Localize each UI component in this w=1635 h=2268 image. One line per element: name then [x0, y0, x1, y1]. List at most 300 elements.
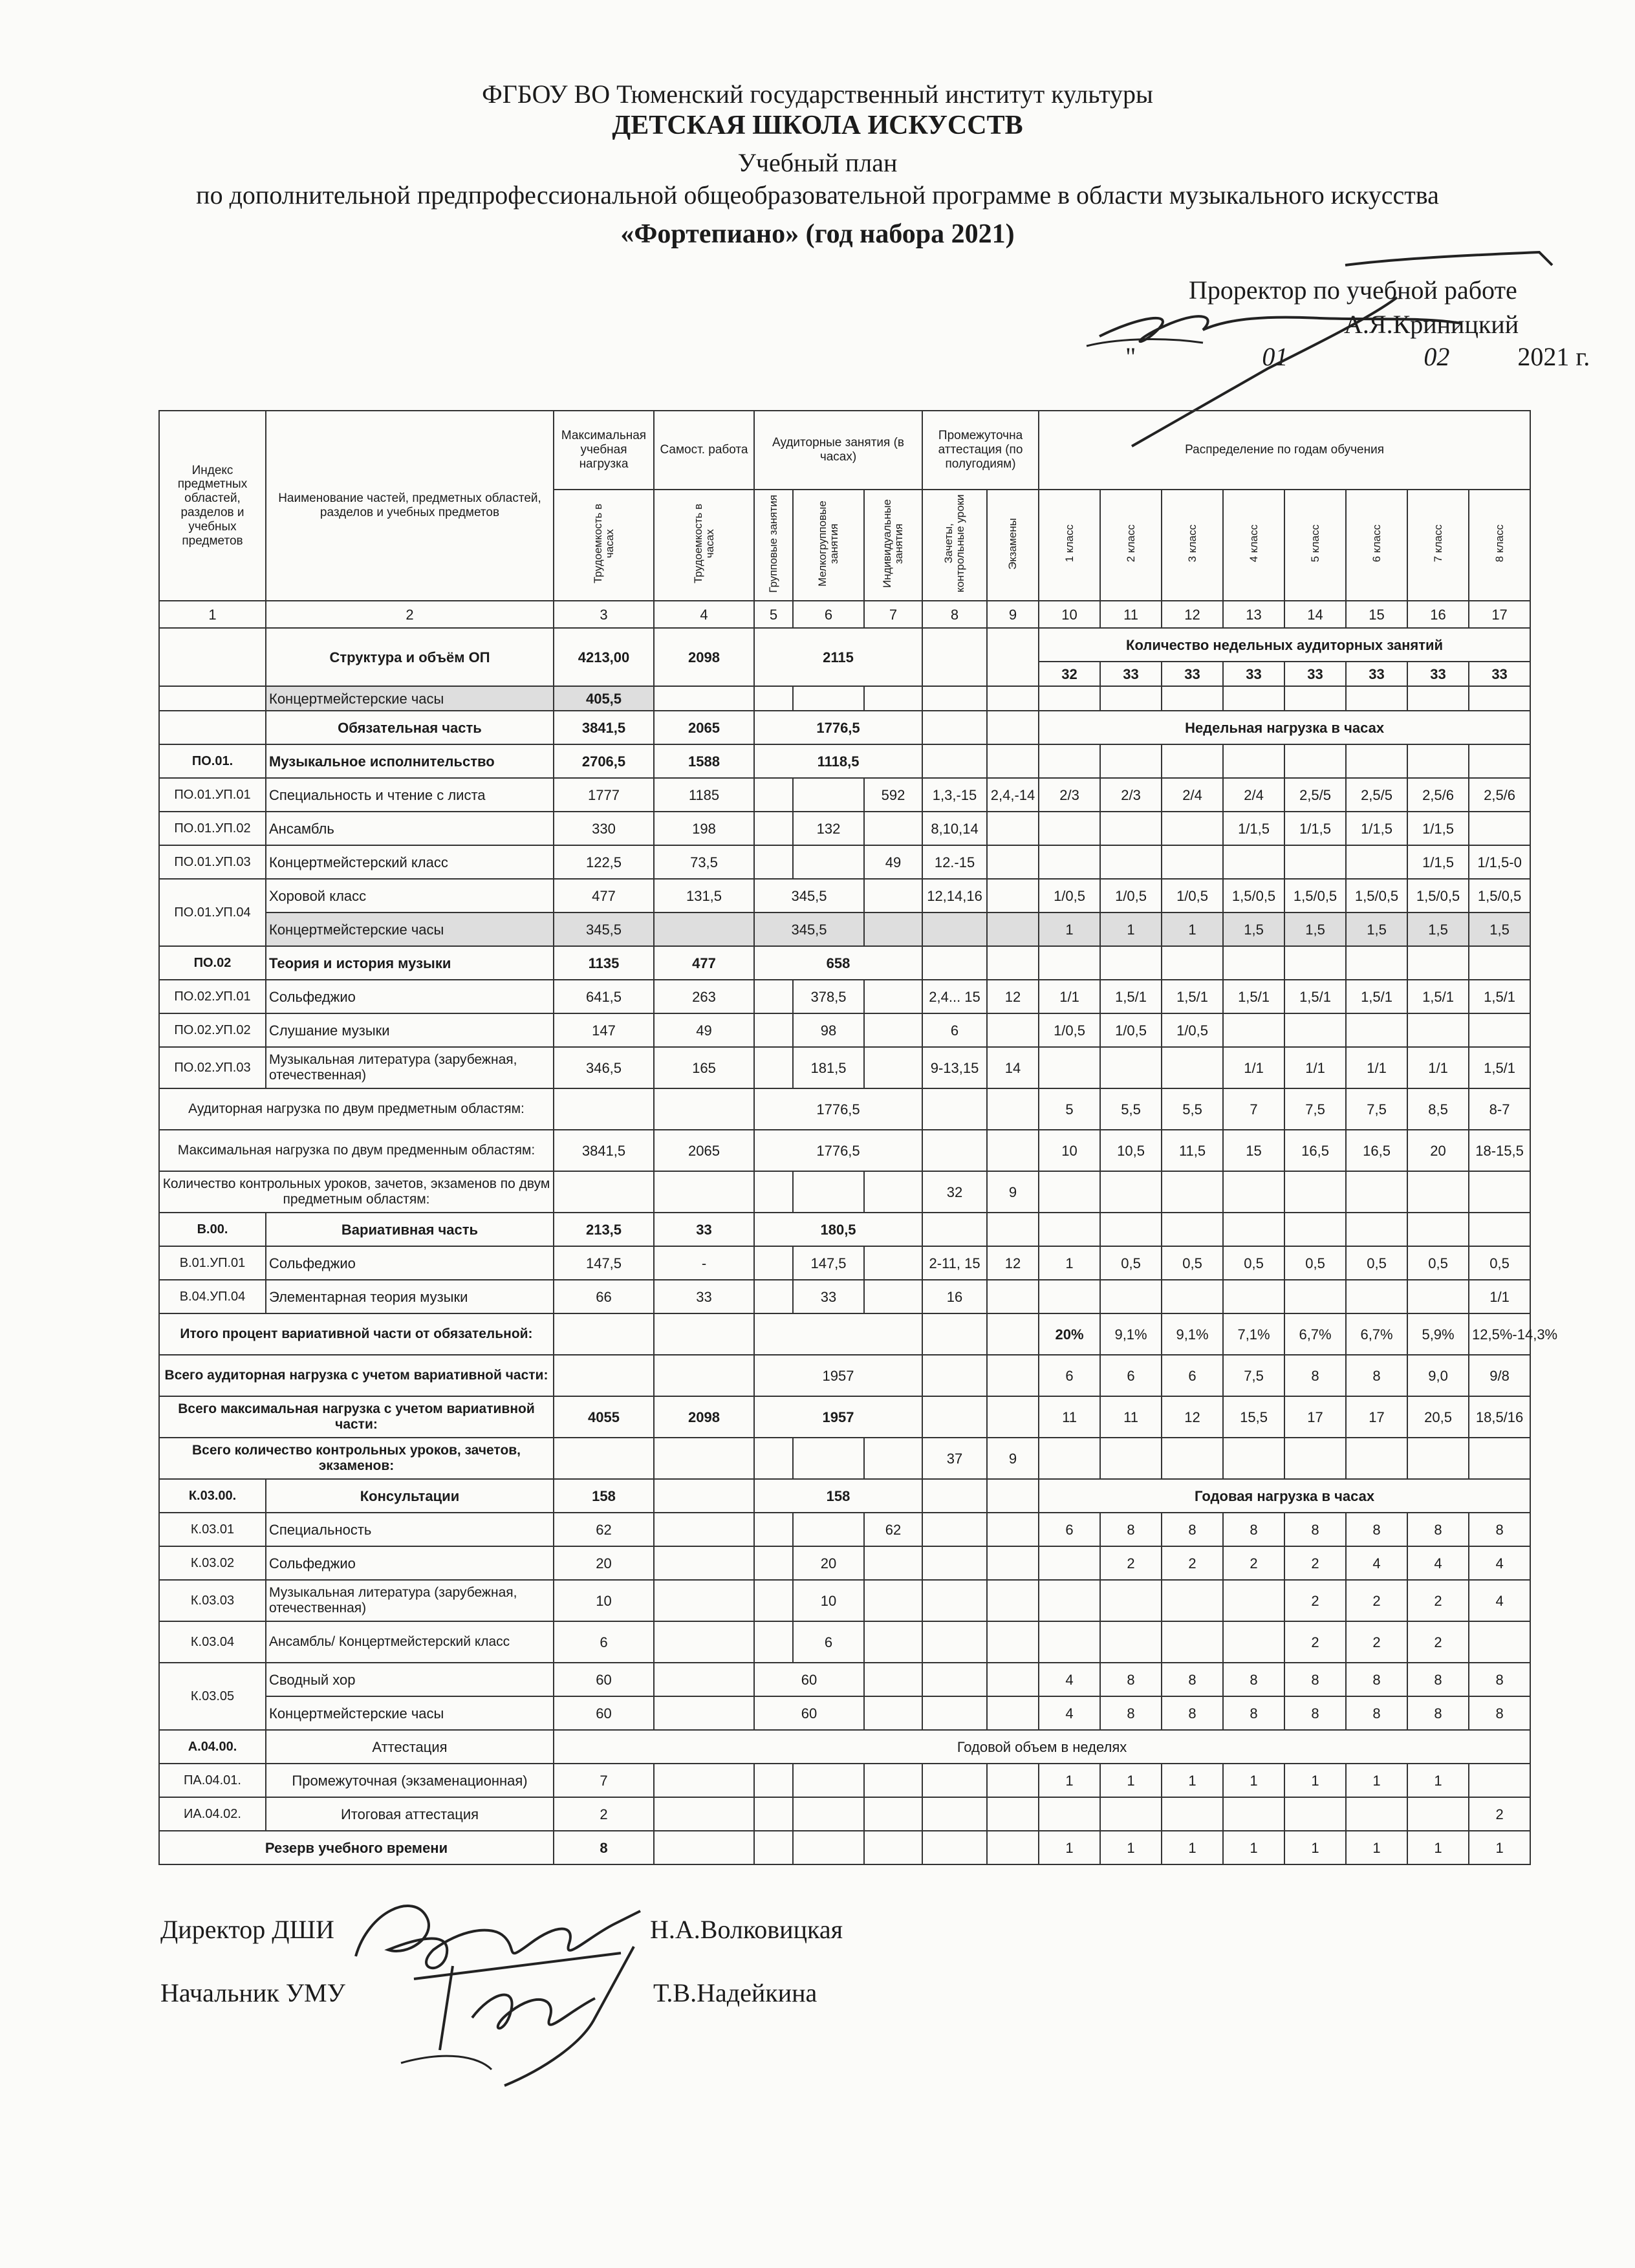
grade-cell	[1039, 1621, 1100, 1663]
summary-label: Максимальная нагрузка по двум предменным областям:	[159, 1130, 554, 1171]
col-num: 10	[1039, 601, 1100, 628]
row-max: 1135	[554, 946, 654, 980]
row-self: -	[654, 1246, 754, 1280]
grade-cell: 2	[1162, 1546, 1223, 1580]
grade-cell: 8	[1407, 1513, 1469, 1546]
row-index: ИА.04.02.	[159, 1797, 266, 1831]
mandatory-label: Обязательная часть	[266, 711, 554, 744]
grade-cell: 1	[1039, 1764, 1100, 1797]
row-index: ПО.02.УП.02	[159, 1013, 266, 1047]
head-name: Т.В.Надейкина	[653, 1978, 817, 2007]
grade-cell: 1,5	[1223, 913, 1284, 946]
summary-label: Количество контрольных уроков, зачетов, экзаменов по двум предметным областям:	[159, 1171, 554, 1213]
grade-cell: 17	[1284, 1396, 1346, 1438]
head-small-group-text: Мелкогрупповые занятия	[816, 501, 840, 587]
grade-cell	[1162, 812, 1223, 845]
col-num: 16	[1407, 601, 1469, 628]
approval-date-month: 02	[1424, 342, 1450, 371]
grade-cell: 11	[1100, 1396, 1162, 1438]
col-num: 15	[1346, 601, 1407, 628]
col-num: 7	[864, 601, 922, 628]
head-tests-text: Зачеты, контрольные уроки	[942, 494, 967, 593]
weeks-cell: 33	[1407, 662, 1469, 686]
head-classroom: Аудиторные занятия (в часах)	[754, 411, 922, 490]
head-individual-text: Индивидуальные занятия	[881, 499, 905, 589]
row-max: 2	[554, 1797, 654, 1831]
table-row	[159, 778, 1530, 812]
summary-aud: 1776,5	[754, 1088, 922, 1130]
row-tests: 2-11, 15	[922, 1246, 987, 1280]
grade-cell: 20%	[1039, 1313, 1100, 1355]
grade-cell: 6	[1039, 1355, 1100, 1396]
row-self: 33	[654, 1280, 754, 1313]
grade-cell: 1,5/0,5	[1469, 879, 1530, 913]
grade-cell: 1	[1162, 1831, 1223, 1864]
grade-cell: 8	[1223, 1513, 1284, 1546]
row-label: Концертмейстерский класс	[266, 845, 554, 879]
grade-cell: 1,5/1	[1407, 980, 1469, 1013]
approval-date-year: 2021 г.	[1517, 342, 1590, 371]
grade-cell	[1223, 1280, 1284, 1313]
grade-cell: 1	[1346, 1764, 1407, 1797]
head-grade-6-text: 6 класс	[1370, 524, 1383, 563]
col-num: 13	[1223, 601, 1284, 628]
grade-cell: 10,5	[1100, 1130, 1162, 1171]
weeks-cell: 33	[1284, 662, 1346, 686]
grade-cell: 1	[1469, 1831, 1530, 1864]
row-index: ПО.02.УП.01	[159, 980, 266, 1013]
row-aud: 658	[754, 946, 922, 980]
row-label: Сольфеджио	[266, 1246, 554, 1280]
weeks-cell: 33	[1346, 662, 1407, 686]
grade-cell: 1/0,5	[1162, 1013, 1223, 1047]
row-tests: 16	[922, 1280, 987, 1313]
grade-cell	[1223, 845, 1284, 879]
grade-cell: 11	[1039, 1396, 1100, 1438]
row-label: Промежуточная (экзаменационная)	[266, 1764, 554, 1797]
head-grade-5	[1284, 490, 1346, 601]
grade-cell	[1469, 812, 1530, 845]
row-self: 263	[654, 980, 754, 1013]
grade-cell	[1407, 1280, 1469, 1313]
grade-cell: 1,5/0,5	[1346, 879, 1407, 913]
row-small: 33	[793, 1280, 864, 1313]
row-label: Ансамбль/ Концертмейстерский класс	[266, 1621, 554, 1663]
grade-cell	[1039, 1280, 1100, 1313]
grade-cell: 1,5	[1284, 913, 1346, 946]
grade-cell	[1039, 845, 1100, 879]
grade-cell: 1,5/1	[1223, 980, 1284, 1013]
grade-cell: 8	[1100, 1513, 1162, 1546]
row-max: 641,5	[554, 980, 654, 1013]
row-individual: 49	[864, 845, 922, 879]
table-row	[159, 1246, 1530, 1280]
row-tests: 1,3,-15	[922, 778, 987, 812]
head-signature	[388, 1940, 660, 2089]
grade-cell: 1	[1100, 1764, 1162, 1797]
grade-cell	[1100, 1047, 1162, 1088]
row-tests: 2,4... 15	[922, 980, 987, 1013]
grade-cell: 18-15,5	[1469, 1130, 1530, 1171]
annual-volume-label: Годовой объем в неделях	[554, 1730, 1530, 1764]
row-label: Концертмейстерские часы	[266, 1696, 554, 1730]
row-max: 60	[554, 1696, 654, 1730]
annual-load-label: Годовая нагрузка в часах	[1039, 1479, 1530, 1513]
grade-cell	[1407, 1013, 1469, 1047]
row-label: Теория и история музыки	[266, 946, 554, 980]
row-label: Вариативная часть	[266, 1213, 554, 1246]
approval-date-day: 01	[1262, 342, 1288, 371]
summary-row	[159, 1171, 1530, 1213]
row-group: 60	[754, 1696, 864, 1730]
row-index: ПО.01.УП.01	[159, 778, 266, 812]
grade-cell	[1039, 1047, 1100, 1088]
grade-cell: 1/1,5	[1284, 812, 1346, 845]
grade-cell: 2/3	[1100, 778, 1162, 812]
head-exams-text: Экзамены	[1006, 517, 1019, 570]
mandatory-row	[159, 711, 1530, 744]
row-small: 181,5	[793, 1047, 864, 1088]
grade-cell: 18,5/16	[1469, 1396, 1530, 1438]
grade-cell: 12	[1162, 1396, 1223, 1438]
head-title: Начальник УМУ	[160, 1978, 345, 2007]
mandatory-max: 3841,5	[554, 711, 654, 744]
grade-cell: 1,5/1	[1284, 980, 1346, 1013]
row-index: В.04.УП.04	[159, 1280, 266, 1313]
structure-max: 4213,00	[554, 628, 654, 686]
row-index: ПО.01.УП.03	[159, 845, 266, 879]
grade-cell: 8	[1284, 1663, 1346, 1696]
grade-cell: 8,5	[1407, 1088, 1469, 1130]
row-index: В.01.УП.01	[159, 1246, 266, 1280]
structure-label: Структура и объём ОП	[266, 628, 554, 686]
row-group: 60	[754, 1663, 864, 1696]
head-grade-7	[1407, 490, 1469, 601]
row-aud: 1118,5	[754, 744, 922, 778]
grade-cell: 10	[1039, 1130, 1100, 1171]
col-num: 4	[654, 601, 754, 628]
grade-cell	[1469, 1764, 1530, 1797]
grade-cell: 9,0	[1407, 1355, 1469, 1396]
grade-cell: 8	[1346, 1513, 1407, 1546]
section-row	[159, 1730, 1530, 1764]
grade-cell: 0,5	[1407, 1246, 1469, 1280]
grade-cell: 0,5	[1223, 1246, 1284, 1280]
table-row	[159, 1047, 1530, 1088]
grade-cell: 2/4	[1223, 778, 1284, 812]
grade-cell: 1/0,5	[1100, 879, 1162, 913]
row-self: 477	[654, 946, 754, 980]
approval-date-quote: "	[1125, 342, 1136, 371]
structure-aud: 2115	[754, 628, 922, 686]
grade-cell	[1284, 1013, 1346, 1047]
grade-cell	[1162, 845, 1223, 879]
row-small: 98	[793, 1013, 864, 1047]
row-exams: 12	[987, 980, 1039, 1013]
row-self: 33	[654, 1213, 754, 1246]
grade-cell: 1/1	[1346, 1047, 1407, 1088]
row-max: 66	[554, 1280, 654, 1313]
grade-cell: 16,5	[1284, 1130, 1346, 1171]
grade-cell: 2,5/6	[1469, 778, 1530, 812]
grade-cell: 2	[1223, 1546, 1284, 1580]
grade-cell: 5,5	[1100, 1088, 1162, 1130]
grade-cell: 1	[1039, 1831, 1100, 1864]
row-label: Сводный хор	[266, 1663, 554, 1696]
head-individual	[864, 490, 922, 601]
row-index: К.03.01	[159, 1513, 266, 1546]
head-index: Индекс предметных областей, разделов и учебных предметов	[159, 411, 266, 601]
table-row	[159, 1831, 1530, 1864]
col-num: 8	[922, 601, 987, 628]
summary-self: 2065	[654, 1130, 754, 1171]
grade-cell: 1	[1284, 1764, 1346, 1797]
head-grade-4-text: 4 класс	[1247, 524, 1260, 563]
grade-cell	[1284, 845, 1346, 879]
row-max: 1777	[554, 778, 654, 812]
program-description: по дополнительной предпрофессиональной общеобразовательной программе в области музыкального искусства	[196, 180, 1439, 210]
col-num: 5	[754, 601, 793, 628]
grade-cell: 1/1	[1407, 1047, 1469, 1088]
director-name: Н.А.Волковицкая	[650, 1915, 843, 1944]
head-grade-7-text: 7 класс	[1431, 524, 1444, 563]
grade-cell: 4	[1407, 1546, 1469, 1580]
grade-cell: 1,5/1	[1162, 980, 1223, 1013]
director-title: Директор ДШИ	[160, 1915, 334, 1944]
grade-cell	[1162, 1280, 1223, 1313]
grade-cell	[1346, 1013, 1407, 1047]
summary-max: 3841,5	[554, 1130, 654, 1171]
head-distribution: Распределение по годам обучения	[1039, 411, 1530, 490]
grade-cell: 9,1%	[1162, 1313, 1223, 1355]
grade-cell: 9/8	[1469, 1355, 1530, 1396]
row-max: 346,5	[554, 1047, 654, 1088]
director-signature	[343, 1885, 647, 1982]
head-grade-4	[1223, 490, 1284, 601]
row-label: Сольфеджио	[266, 1546, 554, 1580]
mandatory-self: 2065	[654, 711, 754, 744]
grade-cell	[1039, 1546, 1100, 1580]
structure-row	[159, 628, 1530, 662]
row-tests: 12.-15	[922, 845, 987, 879]
grade-cell: 2	[1100, 1546, 1162, 1580]
table-row	[159, 1663, 1530, 1696]
grade-cell: 6,7%	[1346, 1313, 1407, 1355]
grade-cell: 8	[1223, 1696, 1284, 1730]
row-label: Ансамбль	[266, 812, 554, 845]
summary-exams: 9	[987, 1438, 1039, 1479]
head-grade-5-text: 5 класс	[1308, 524, 1321, 563]
row-label: Аттестация	[266, 1730, 554, 1764]
grade-cell	[1100, 812, 1162, 845]
grade-cell	[1100, 1280, 1162, 1313]
grade-cell: 1,5/0,5	[1284, 879, 1346, 913]
grade-cell: 1/1,5	[1346, 812, 1407, 845]
section-row	[159, 1479, 1530, 1513]
mandatory-aud: 1776,5	[754, 711, 922, 744]
grade-cell	[1223, 1797, 1284, 1831]
row-self: 73,5	[654, 845, 754, 879]
row-index: К.03.04	[159, 1621, 266, 1663]
section-row	[159, 1213, 1530, 1246]
header-row	[159, 411, 1530, 490]
section-row	[159, 946, 1530, 980]
head-max-load: Максимальная учебная нагрузка	[554, 411, 654, 490]
grade-cell: 1/1	[1039, 980, 1100, 1013]
grade-cell: 1/0,5	[1039, 1013, 1100, 1047]
row-label: Музыкальное исполнительство	[266, 744, 554, 778]
grade-cell	[1100, 1621, 1162, 1663]
row-label: Специальность	[266, 1513, 554, 1546]
grade-cell: 8	[1284, 1355, 1346, 1396]
grade-cell: 1/1,5	[1407, 845, 1469, 879]
grade-cell: 2,5/6	[1407, 778, 1469, 812]
row-small: 378,5	[793, 980, 864, 1013]
row-small: 10	[793, 1580, 864, 1621]
grade-cell	[1346, 845, 1407, 879]
grade-cell: 2,5/5	[1284, 778, 1346, 812]
grade-cell: 1,5/0,5	[1223, 879, 1284, 913]
grade-cell: 20	[1407, 1130, 1469, 1171]
row-max: 330	[554, 812, 654, 845]
grade-cell: 1	[1100, 1831, 1162, 1864]
table-row	[159, 812, 1530, 845]
row-tests: 8,10,14	[922, 812, 987, 845]
summary-self: 2098	[654, 1396, 754, 1438]
grade-cell: 1/0,5	[1100, 1013, 1162, 1047]
weeks-cell: 33	[1469, 662, 1530, 686]
grade-cell: 1	[1100, 913, 1162, 946]
summary-label: Аудиторная нагрузка по двум предметным областям:	[159, 1088, 554, 1130]
col-num: 1	[159, 601, 266, 628]
row-self: 165	[654, 1047, 754, 1088]
grade-cell	[1223, 1621, 1284, 1663]
grade-cell: 8	[1284, 1513, 1346, 1546]
row-max: 147,5	[554, 1246, 654, 1280]
grade-cell: 7,5	[1284, 1088, 1346, 1130]
grade-cell	[1039, 812, 1100, 845]
grade-cell: 1,5	[1407, 913, 1469, 946]
grade-cell: 8	[1284, 1696, 1346, 1730]
row-max: 20	[554, 1546, 654, 1580]
grade-cell: 1	[1039, 1246, 1100, 1280]
weeks-cell: 33	[1100, 662, 1162, 686]
approval-position: Проректор по учебной работе	[1189, 275, 1517, 305]
row-label: Слушание музыки	[266, 1013, 554, 1047]
row-tests: 9-13,15	[922, 1047, 987, 1088]
grade-cell	[1223, 1013, 1284, 1047]
row-index: ПА.04.01.	[159, 1764, 266, 1797]
grade-cell: 8	[1100, 1663, 1162, 1696]
grade-cell: 1/1	[1284, 1047, 1346, 1088]
grade-cell: 8	[1469, 1696, 1530, 1730]
grade-cell: 15	[1223, 1130, 1284, 1171]
grade-cell: 7,5	[1346, 1088, 1407, 1130]
grade-cell: 1,5/1	[1100, 980, 1162, 1013]
grade-cell: 2,5/5	[1346, 778, 1407, 812]
summary-row	[159, 1396, 1530, 1438]
col-num: 14	[1284, 601, 1346, 628]
grade-cell: 5,9%	[1407, 1313, 1469, 1355]
row-max: 60	[554, 1663, 654, 1696]
grade-cell: 7	[1223, 1088, 1284, 1130]
grade-cell: 1,5/0,5	[1407, 879, 1469, 913]
grade-cell: 8	[1100, 1696, 1162, 1730]
row-index: К.03.02	[159, 1546, 266, 1580]
grade-cell: 2	[1346, 1580, 1407, 1621]
row-index: К.03.05	[159, 1663, 266, 1730]
grade-cell: 1/1,5-0	[1469, 845, 1530, 879]
summary-label: Итого процент вариативной части от обязательной:	[159, 1313, 554, 1355]
grade-cell: 9,1%	[1100, 1313, 1162, 1355]
table-row	[159, 980, 1530, 1013]
row-aud: 180,5	[754, 1213, 922, 1246]
row-index: К.03.00.	[159, 1479, 266, 1513]
grade-cell	[1407, 1797, 1469, 1831]
grade-cell	[1284, 1797, 1346, 1831]
summary-aud: 1776,5	[754, 1130, 922, 1171]
grade-cell	[1223, 1580, 1284, 1621]
head-labor-max	[554, 490, 654, 601]
grade-cell: 1/1	[1469, 1280, 1530, 1313]
grade-cell: 6	[1100, 1355, 1162, 1396]
row-label: Хоровой класс	[266, 879, 554, 913]
summary-row	[159, 1355, 1530, 1396]
row-index: В.00.	[159, 1213, 266, 1246]
grade-cell: 1	[1162, 913, 1223, 946]
grade-cell: 6	[1039, 1513, 1100, 1546]
row-self: 49	[654, 1013, 754, 1047]
section-row	[159, 744, 1530, 778]
institution-name: ФГБОУ ВО Тюменский государственный институт культуры	[482, 80, 1153, 109]
grade-cell: 4	[1039, 1663, 1100, 1696]
weeks-cell: 33	[1223, 662, 1284, 686]
grade-cell: 8	[1346, 1355, 1407, 1396]
grade-cell: 4	[1346, 1546, 1407, 1580]
col-num: 12	[1162, 601, 1223, 628]
row-small: 6	[793, 1621, 864, 1663]
row-group: 345,5	[754, 879, 864, 913]
table-row	[159, 879, 1530, 913]
grade-cell: 0,5	[1100, 1246, 1162, 1280]
row-max: 213,5	[554, 1213, 654, 1246]
grade-cell: 8	[1469, 1663, 1530, 1696]
row-label: Элементарная теория музыки	[266, 1280, 554, 1313]
row-self: 1185	[654, 778, 754, 812]
grade-cell: 1,5	[1346, 913, 1407, 946]
row-tests: 6	[922, 1013, 987, 1047]
grade-cell	[1346, 1280, 1407, 1313]
grade-cell	[1284, 1280, 1346, 1313]
row-small: 147,5	[793, 1246, 864, 1280]
summary-row	[159, 1130, 1530, 1171]
head-labor-max-text: Трудоемкость в часах	[591, 503, 616, 584]
weeks-cell: 32	[1039, 662, 1100, 686]
head-attestation: Промежуточна аттестация (по полугодиям)	[922, 411, 1039, 490]
row-label: Музыкальная литература (зарубежная, отечественная)	[266, 1047, 554, 1088]
row-index: ПО.01.УП.04	[159, 879, 266, 946]
col-num: 6	[793, 601, 864, 628]
table-row	[159, 1546, 1530, 1580]
summary-max: 4055	[554, 1396, 654, 1438]
weekly-classes-label: Количество недельных аудиторных занятий	[1039, 628, 1530, 662]
head-name: Наименование частей, предметных областей, разделов и учебных предметов	[266, 411, 554, 601]
row-self: 198	[654, 812, 754, 845]
grade-cell: 8	[1162, 1513, 1223, 1546]
grade-cell: 2	[1284, 1580, 1346, 1621]
row-index: ПО.02.УП.03	[159, 1047, 266, 1088]
head-self-work: Самост. работа	[654, 411, 754, 490]
